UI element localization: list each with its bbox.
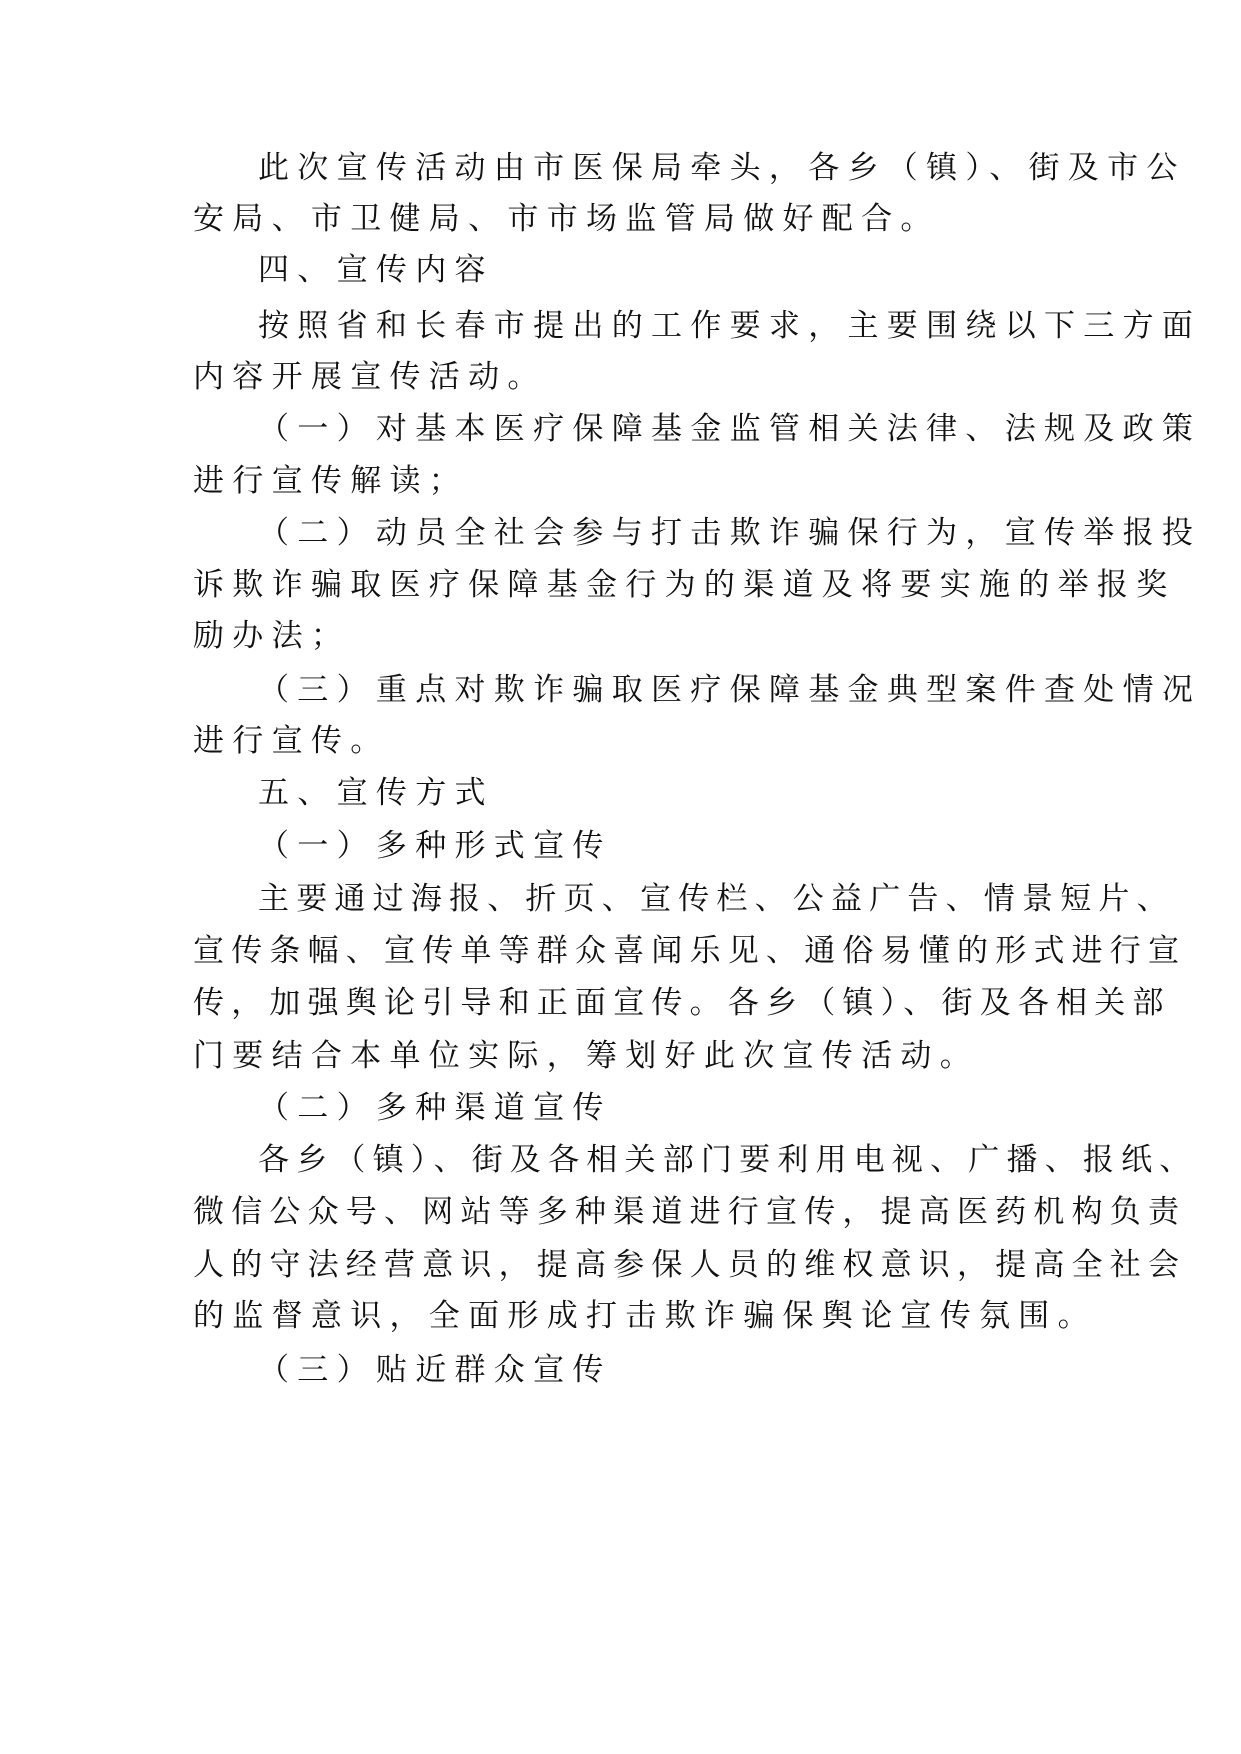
list-item-line: 进行宣传。	[193, 723, 390, 759]
paragraph-line: 门要结合本单位实际，筹划好此次宣传活动。	[193, 1038, 979, 1074]
paragraph-line: 主要通过海报、折页、宣传栏、公益广告、情景短片、	[258, 881, 1175, 917]
paragraph-line: 此次宣传活动由市医保局牵头，各乡（镇）、街及市公	[258, 150, 1186, 186]
subsection-heading: （二）多种渠道宣传	[258, 1090, 612, 1126]
subsection-heading: （一）多种形式宣传	[258, 828, 612, 864]
list-item-line: 励办法；	[193, 618, 351, 654]
paragraph-line: 安局、市卫健局、市市场监管局做好配合。	[193, 201, 940, 237]
paragraph-line: 宣传条幅、宣传单等群众喜闻乐见、通俗易懂的形式进行宣	[193, 933, 1187, 969]
list-item-line: （一）对基本医疗保障基金监管相关法律、法规及政策	[258, 411, 1202, 447]
list-item-line: 诉欺诈骗取医疗保障基金行为的渠道及将要实施的举报奖	[193, 567, 1176, 603]
section-heading: 四、宣传内容	[258, 252, 494, 288]
list-item-line: （二）动员全社会参与打击欺诈骗保行为，宣传举报投	[258, 515, 1202, 551]
list-item-line: （三）重点对欺诈骗取医疗保障基金典型案件查处情况	[258, 672, 1202, 708]
paragraph-line: 传，加强舆论引导和正面宣传。各乡（镇）、街及各相关部	[193, 985, 1171, 1021]
paragraph-line: 各乡（镇）、街及各相关部门要利用电视、广播、报纸、	[258, 1142, 1198, 1178]
paragraph-line: 人的守法经营意识，提高参保人员的维权意识，提高全社会	[193, 1247, 1187, 1283]
subsection-heading: （三）贴近群众宣传	[258, 1352, 612, 1388]
list-item-line: 进行宣传解读；	[193, 463, 469, 499]
paragraph-line: 内容开展宣传活动。	[193, 359, 547, 395]
paragraph-line: 的监督意识，全面形成打击欺诈骗保舆论宣传氛围。	[193, 1298, 1097, 1334]
paragraph-line: 按照省和长春市提出的工作要求，主要围绕以下三方面	[258, 308, 1202, 344]
section-heading: 五、宣传方式	[258, 775, 494, 811]
paragraph-line: 微信公众号、网站等多种渠道进行宣传，提高医药机构负责	[193, 1194, 1187, 1230]
